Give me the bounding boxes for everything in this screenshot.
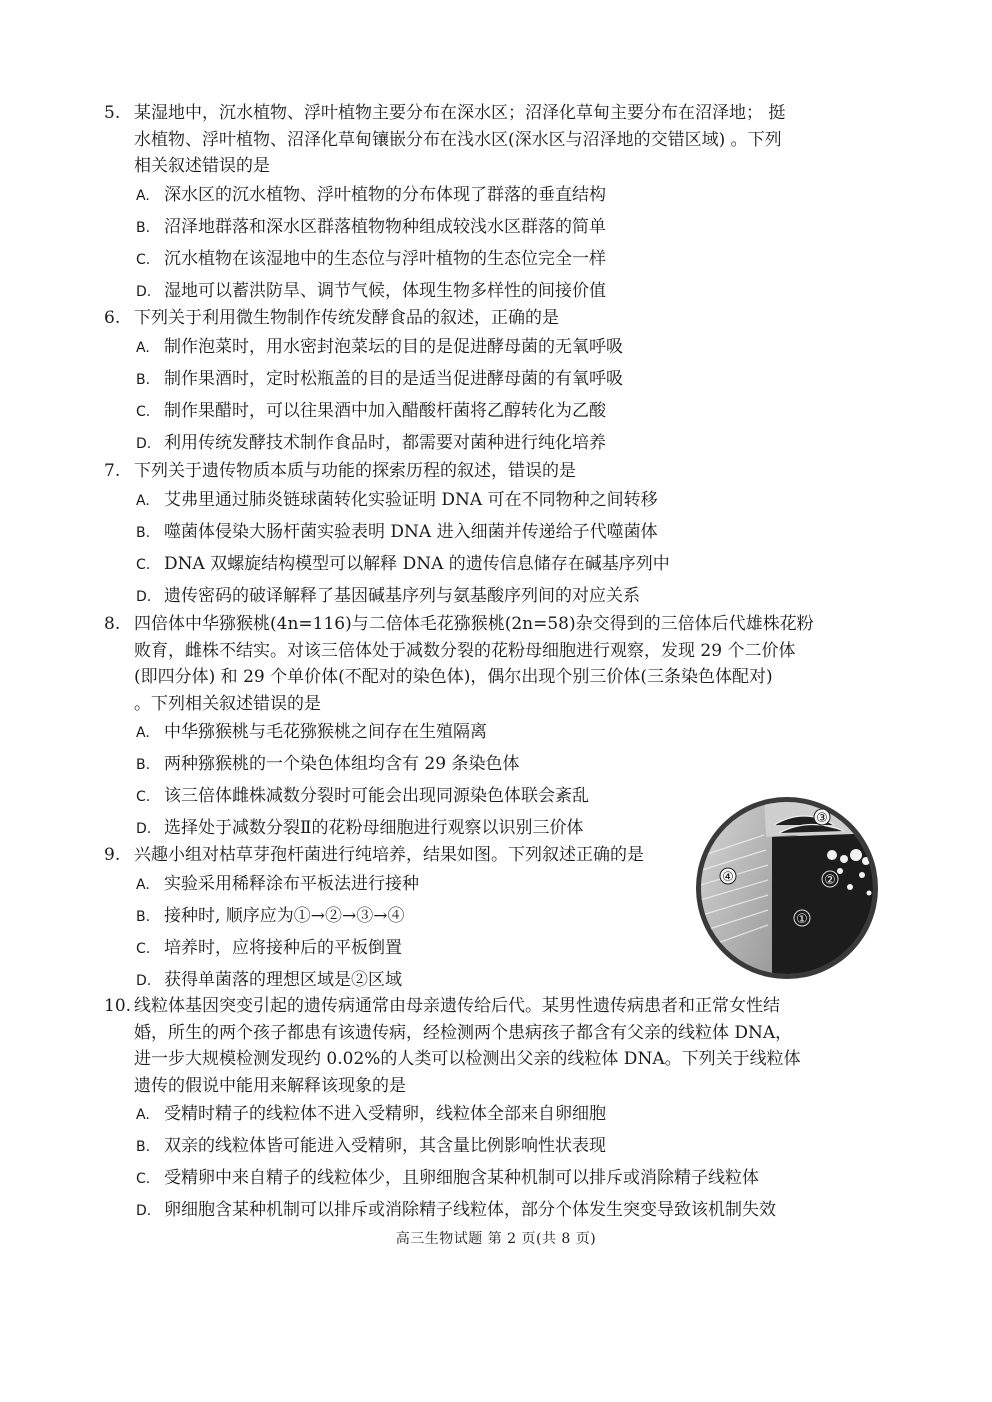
region-label-2 [822, 871, 838, 888]
option-b: B. 双亲的线粒体皆可能进入受精卵，其含量比例影响性状表现 [136, 1136, 606, 1156]
stem-line: 下列关于利用微生物制作传统发酵食品的叙述，正确的是 [134, 308, 559, 328]
option-d: D. 遗传密码的破译解释了基因碱基序列与氨基酸序列间的对应关系 [136, 585, 640, 606]
stem-line: 进一步大规模检测发现约 0.02%的人类可以检测出父亲的线粒体 DNA。下列关于线粒体 [134, 1049, 801, 1069]
streak-region-1-2 [772, 833, 880, 981]
question-7 [104, 458, 904, 613]
stem-line: 遗传的假说中能用来解释该现象的是 [134, 1075, 406, 1096]
question-stem [104, 305, 904, 332]
stem-line: 相关叙述错误的是 [134, 156, 270, 176]
stem-line: 败育，雌株不结实。对该三倍体处于减数分裂的花粉母细胞进行观察，发现 29 个二价体 [134, 640, 796, 661]
option-b: B. 沼泽地群落和深水区群落植物物种组成较浅水区群落的简单 [136, 216, 606, 237]
region-label-4 [720, 868, 736, 885]
question-10 [104, 993, 934, 1227]
petri-dish-figure [694, 795, 880, 981]
svg-text:③: ③ [816, 811, 828, 826]
stem-line: 四倍体中华猕猴桃(4n=116)与二倍体毛花猕猴桃(2n=58)杂交得到的三倍体后代雄株花粉 [134, 614, 814, 634]
option-a: A. 受精时精子的线粒体不进入受精卵，线粒体全部来自卵细胞 [136, 1104, 606, 1124]
option-b: B. 接种时, 顺序应为①→②→③→④ [136, 905, 405, 926]
question-5 [104, 100, 904, 308]
option-c: C. 培养时，应将接种后的平板倒置 [136, 937, 402, 958]
streak-region-4 [694, 795, 772, 981]
stem-line: 下列关于遗传物质本质与功能的探索历程的叙述，错误的是 [134, 461, 576, 481]
option-c: C. 受精卵中来自精子的线粒体少，且卵细胞含某种机制可以排斥或消除精子线粒体 [136, 1168, 759, 1188]
option-d: D. 选择处于减数分裂Ⅱ的花粉母细胞进行观察以识别三价体 [136, 818, 584, 838]
region-label-3 [814, 809, 830, 826]
question-number: 5. [104, 103, 121, 123]
question-stem [104, 993, 934, 1099]
option-b: B. 噬菌体侵染大肠杆菌实验表明 DNA 进入细菌并传递给子代噬菌体 [136, 521, 658, 542]
option-d: D. 利用传统发酵技术制作食品时，都需要对菌种进行纯化培养 [136, 432, 606, 453]
stem-line: 线粒体基因突变引起的遗传病通常由母亲遗传给后代。某男性遗传病患者和正常女性结 [134, 996, 780, 1016]
question-number: 10. [104, 996, 132, 1016]
stem-line: 某湿地中，沉水植物、浮叶植物主要分布在深水区；沼泽化草甸主要分布在沼泽地； 挺 [134, 103, 786, 123]
option-c: C. 制作果醋时，可以往果酒中加入醋酸杆菌将乙醇转化为乙酸 [136, 400, 606, 421]
option-a: A. 实验采用稀释涂布平板法进行接种 [136, 873, 419, 894]
svg-text:①: ① [796, 912, 808, 927]
svg-text:④: ④ [722, 870, 734, 885]
question-number: 7. [104, 461, 121, 481]
question-9 [104, 842, 694, 997]
question-stem [104, 611, 904, 717]
question-6 [104, 305, 904, 460]
option-c: C. 沉水植物在该湿地中的生态位与浮叶植物的生态位完全一样 [136, 248, 606, 269]
question-stem [104, 842, 694, 869]
question-number: 6. [104, 308, 121, 328]
stem-line: 兴趣小组对枯草芽孢杆菌进行纯培养，结果如图。下列叙述正确的是 [134, 845, 644, 865]
question-number: 8. [104, 614, 121, 634]
option-c: C. DNA 双螺旋结构模型可以解释 DNA 的遗传信息储存在碱基序列中 [136, 553, 670, 574]
svg-text:②: ② [824, 873, 836, 888]
option-d: D. 湿地可以蓄洪防旱、调节气候，体现生物多样性的间接价值 [136, 280, 606, 301]
option-a: A. 中华猕猴桃与毛花猕猴桃之间存在生殖隔离 [136, 722, 487, 742]
option-a: A. 艾弗里通过肺炎链球菌转化实验证明 DNA 可在不同物种之间转移 [136, 489, 658, 510]
stem-line: 婚，所生的两个孩子都患有该遗传病，经检测两个患病孩子都含有父亲的线粒体 DNA， [134, 1022, 793, 1043]
option-d: D. 卵细胞含某种机制可以排斥或消除精子线粒体，部分个体发生突变导致该机制失效 [136, 1200, 776, 1220]
option-b: B. 两种猕猴桃的一个染色体组均含有 29 条染色体 [136, 754, 520, 774]
region-label-1 [794, 910, 810, 927]
option-a: A. 深水区的沉水植物、浮叶植物的分布体现了群落的垂直结构 [136, 184, 606, 205]
page-footer: 高三生物试题 第 2 页(共 8 页) [395, 1231, 597, 1247]
option-d: D. 获得单菌落的理想区域是②区域 [136, 969, 402, 990]
option-a: A. 制作泡菜时，用水密封泡菜坛的目的是促进酵母菌的无氧呼吸 [136, 336, 623, 357]
stem-line: (即四分体) 和 29 个单价体(不配对的染色体)，偶尔出现个别三价体(三条染色体配对) [134, 667, 773, 687]
option-b: B. 制作果酒时，定时松瓶盖的目的是适当促进酵母菌的有氧呼吸 [136, 368, 623, 389]
stem-line: 水植物、浮叶植物、沼泽化草甸镶嵌分布在浅水区(深水区与沼泽地的交错区域) 。下列 [134, 129, 782, 150]
stem-line: 。下列相关叙述错误的是 [134, 693, 321, 714]
question-number: 9. [104, 845, 121, 865]
option-c: C. 该三倍体雌株减数分裂时可能会出现同源染色体联会紊乱 [136, 786, 589, 806]
question-stem [104, 100, 904, 180]
question-stem [104, 458, 904, 485]
